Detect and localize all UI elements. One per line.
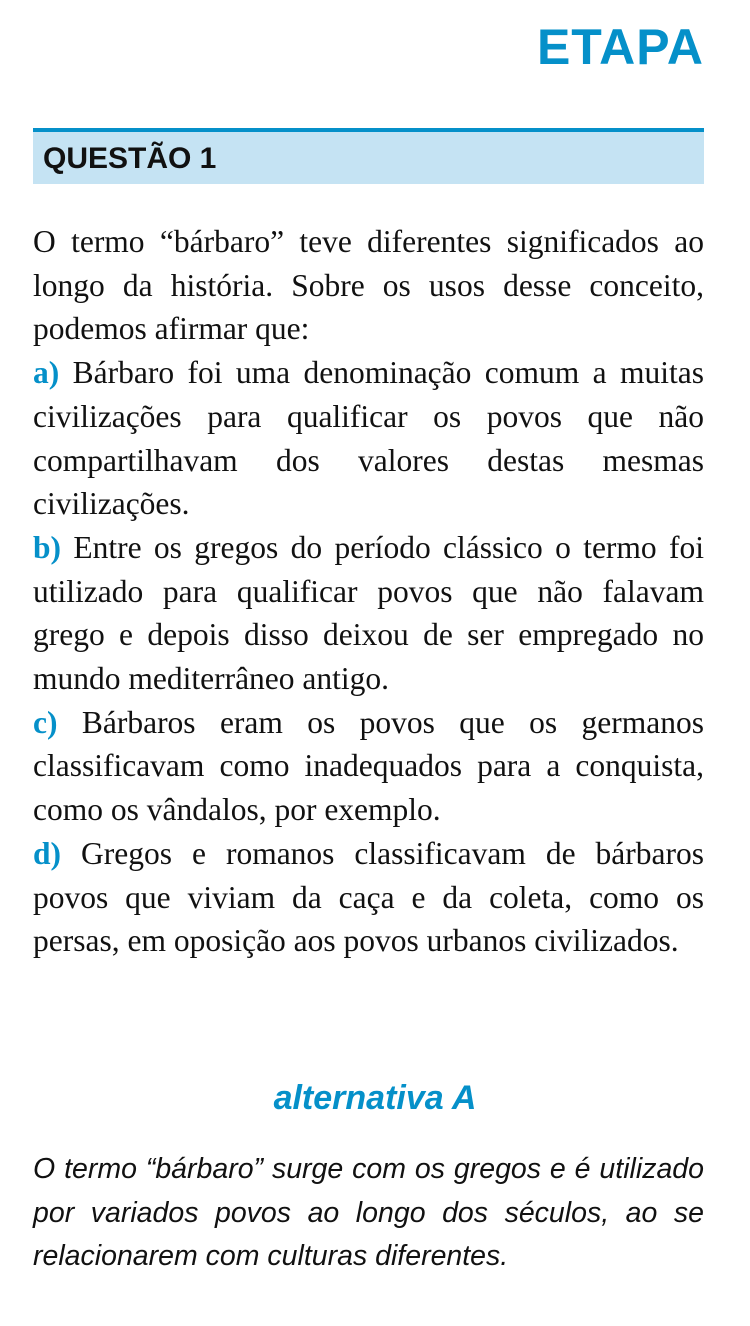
option-c-text: Bárbaros eram os povos que os germanos classificavam como inadequados para a conquista, como os vândalos, por exemplo. (33, 704, 704, 828)
option-c (33, 701, 704, 832)
option-c-letter: c) (33, 704, 58, 740)
answer-label: alternativa A (273, 1079, 477, 1117)
option-d-letter: d) (33, 835, 62, 871)
etapa-logo: ETAPA (536, 19, 704, 75)
question-body (33, 220, 704, 963)
option-b (33, 526, 704, 701)
option-d (33, 832, 704, 963)
option-a-text: Bárbaro foi uma denominação comum a muitas civilizações para qualificar os povos que não compartilhavam dos valores destas mesmas civilizações. (33, 355, 704, 522)
option-b-text: Entre os gregos do período clássico o termo foi utilizado para qualificar povos que não falavam grego e depois disso deixou de ser empregado no mundo mediterrâneo antigo. (33, 529, 705, 697)
question-title: QUESTÃO 1 (43, 142, 217, 175)
question-stem: O termo “bárbaro” teve diferentes significados ao longo da história. Sobre os usos desse conceito, podemos afirmar que: (33, 224, 704, 347)
question-header-bar (33, 128, 704, 184)
option-a (33, 351, 704, 526)
answer-explanation: O termo “bárbaro” surge com os gregos e é utilizado por variados povos ao longo dos séculos, ao se relacionarem com culturas diferentes. (33, 1153, 704, 1272)
option-a-letter: a) (33, 355, 60, 391)
option-b-letter: b) (33, 529, 62, 565)
option-d-text: Gregos e romanos classificavam de bárbaros povos que viviam da caça e da coleta, como os persas, em oposição aos povos urbanos civilizados. (33, 835, 705, 959)
